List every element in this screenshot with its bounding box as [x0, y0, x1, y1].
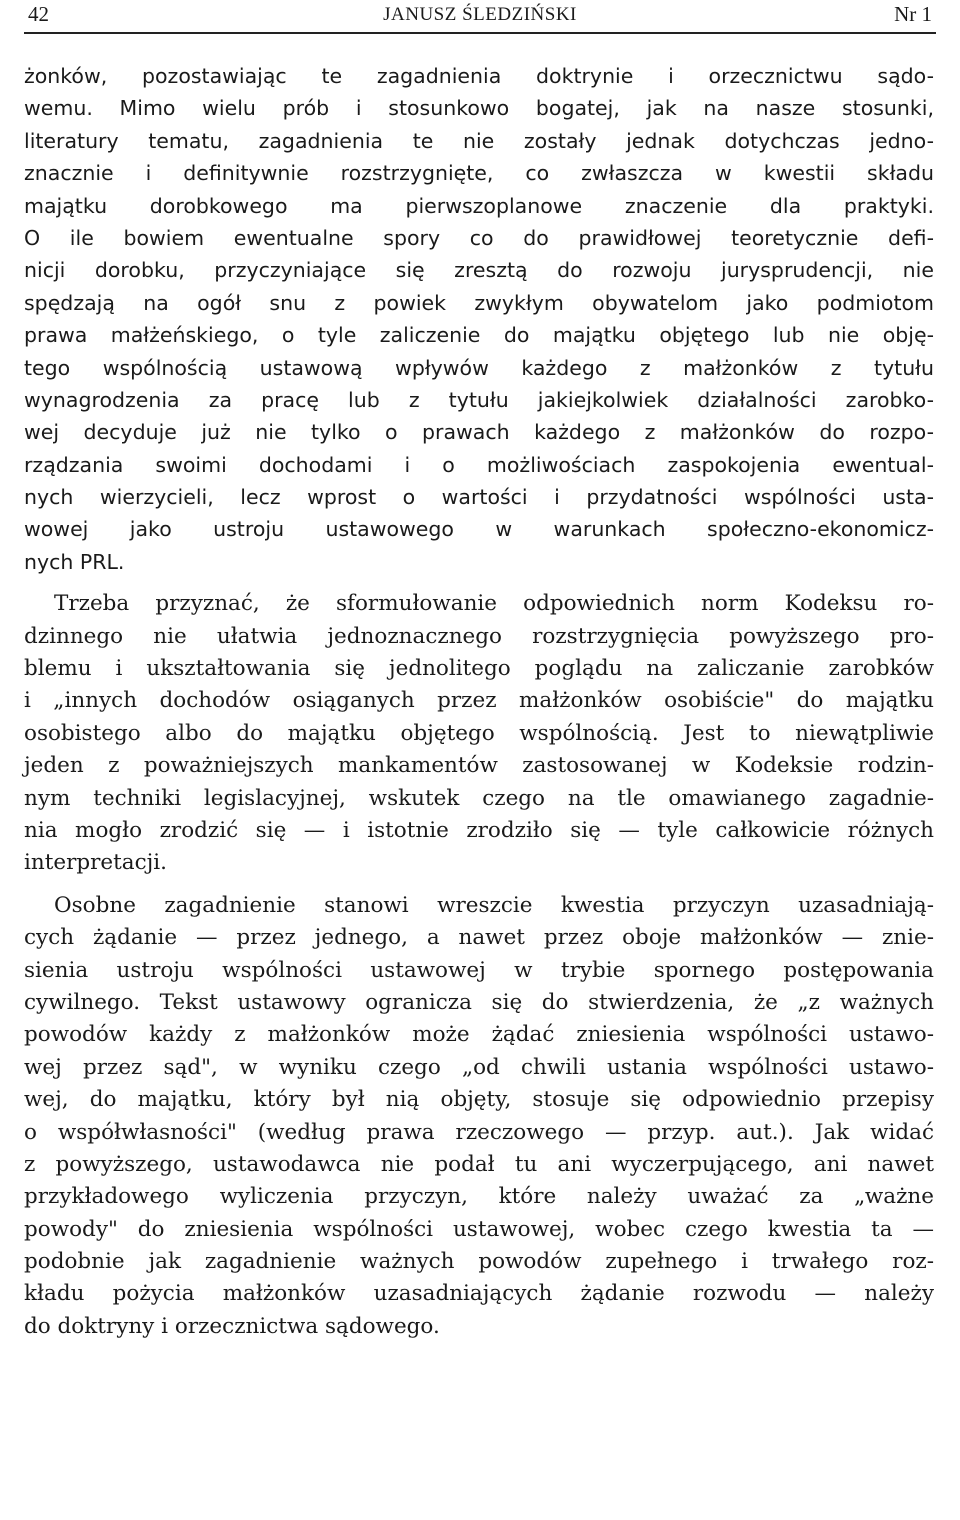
text-line: kładu pożycia małżonków uzasadniających żądanie rozwodu — należy [24, 1281, 934, 1307]
text-line: powodów każdy z małżonków może żądać zniesienia wspólności ustawo- [24, 1022, 934, 1048]
text-line: żonków, pozostawiając te zagadnienia doktrynie i orzecznictwu sądo- [24, 64, 934, 88]
text-line: blemu i ukształtowania się jednolitego poglądu na zaliczanie zarobków [24, 656, 934, 682]
text-line: tego wspólnością ustawową wpływów każdego z małżonków z tytułu [24, 355, 934, 380]
text-line: wej decyduje już nie tylko o prawach każdego z małżonków do rozpo- [24, 420, 934, 445]
text-line: wowej jako ustroju ustawowego w warunkach społeczno-ekonomicz- [24, 517, 934, 542]
text-line: dzinnego nie ułatwia jednoznacznego rozstrzygnięcia powyższego pro- [24, 623, 934, 649]
text-line: majątku dorobkowego ma pierwszoplanowe znaczenie dla praktyki. [24, 193, 934, 218]
text-line: nych PRL. [24, 549, 125, 574]
text-line: wemu. Mimo wielu prób i stosunkowo bogatej, jak na nasze stosunki, [24, 96, 934, 121]
text-line: interpretacji. [24, 850, 168, 876]
text-line: znacznie i definitywnie rozstrzygnięte, co zwłaszcza w kwestii składu [24, 161, 934, 186]
page-number: 42 [28, 2, 49, 26]
text-line: wej przez sąd", w wyniku czego „od chwili ustania wspólności ustawo- [24, 1054, 934, 1080]
text-line: spędzają na ogół snu z powiek zwykłym obywatelom jako podmiotom [24, 290, 934, 315]
text-line: prawa małżeńskiego, o tyle zaliczenie do majątku objętego lub nie obję- [24, 323, 934, 348]
body-text [24, 60, 934, 1343]
text-line: przykładowego wyliczenia przyczyn, które należy uważać za „ważne [24, 1184, 934, 1210]
text-line: O ile bowiem ewentualne spory co do prawidłowej teoretycznie defi- [24, 225, 934, 250]
paragraph-2 [24, 588, 934, 880]
text-line: nym techniki legislacyjnej, wskutek czego na tle omawianego zagadnie- [24, 785, 934, 811]
text-line: nych wierzycieli, lecz wprost o wartości i przydatności wspólności usta- [24, 485, 934, 510]
text-line: powody" do zniesienia wspólności ustawowej, wobec czego kwestia ta — [24, 1216, 934, 1242]
text-line: nia mogło zrodzić się — i istotnie zrodziło się — tyle całkowicie różnych [24, 817, 934, 843]
paragraph-1 [24, 60, 934, 578]
text-line: literatury tematu, zagadnienia te nie zostały jednak dotychczas jedno- [24, 128, 934, 153]
text-line: wynagrodzenia za pracę lub z tytułu jakiejkolwiek działalności zarobko- [24, 387, 934, 412]
page-header [24, 0, 936, 34]
text-line: z powyższego, ustawodawca nie podał tu ani wyczerpującego, ani nawet [24, 1151, 934, 1177]
text-line: osobistego albo do majątku objętego wspólnością. Jest to niewątpliwie [24, 720, 934, 746]
text-line: wej, do majątku, który był nią objęty, stosuje się odpowiednio przepisy [24, 1087, 934, 1113]
text-line: o współwłasności" (według prawa rzeczowego — przyp. aut.). Jak widać [24, 1119, 934, 1145]
running-head-author: JANUSZ ŚLEDZIŃSKI [383, 4, 577, 25]
issue-number: Nr 1 [894, 2, 932, 26]
text-line: i „innych dochodów osiąganych przez małżonków osobiście" do majątku [24, 688, 934, 714]
text-line: rządzania swoimi dochodami i o możliwościach zaspokojenia ewentual- [24, 452, 934, 477]
text-line: nicji dorobku, przyczyniające się zresztą do rozwoju jurysprudencji, nie [24, 258, 934, 283]
text-line: cych żądanie — przez jednego, a nawet przez oboje małżonków — znie- [24, 925, 934, 951]
text-line: podobnie jak zagadnienie ważnych powodów zupełnego i trwałego roz- [24, 1249, 934, 1275]
text-line: sienia ustroju wspólności ustawowej w trybie spornego postępowania [24, 957, 934, 983]
text-line: jeden z poważniejszych mankamentów zastosowanej w Kodeksie rodzin- [24, 753, 934, 779]
text-line: do doktryny i orzecznictwa sądowego. [24, 1313, 440, 1339]
text-line: Osobne zagadnienie stanowi wreszcie kwestia przyczyn uzasadniają- [54, 892, 934, 918]
text-line: Trzeba przyznać, że sformułowanie odpowiednich norm Kodeksu ro- [54, 591, 934, 617]
text-line: cywilnego. Tekst ustawowy ogranicza się do stwierdzenia, że „z ważnych [24, 989, 934, 1015]
paragraph-3 [24, 890, 934, 1343]
